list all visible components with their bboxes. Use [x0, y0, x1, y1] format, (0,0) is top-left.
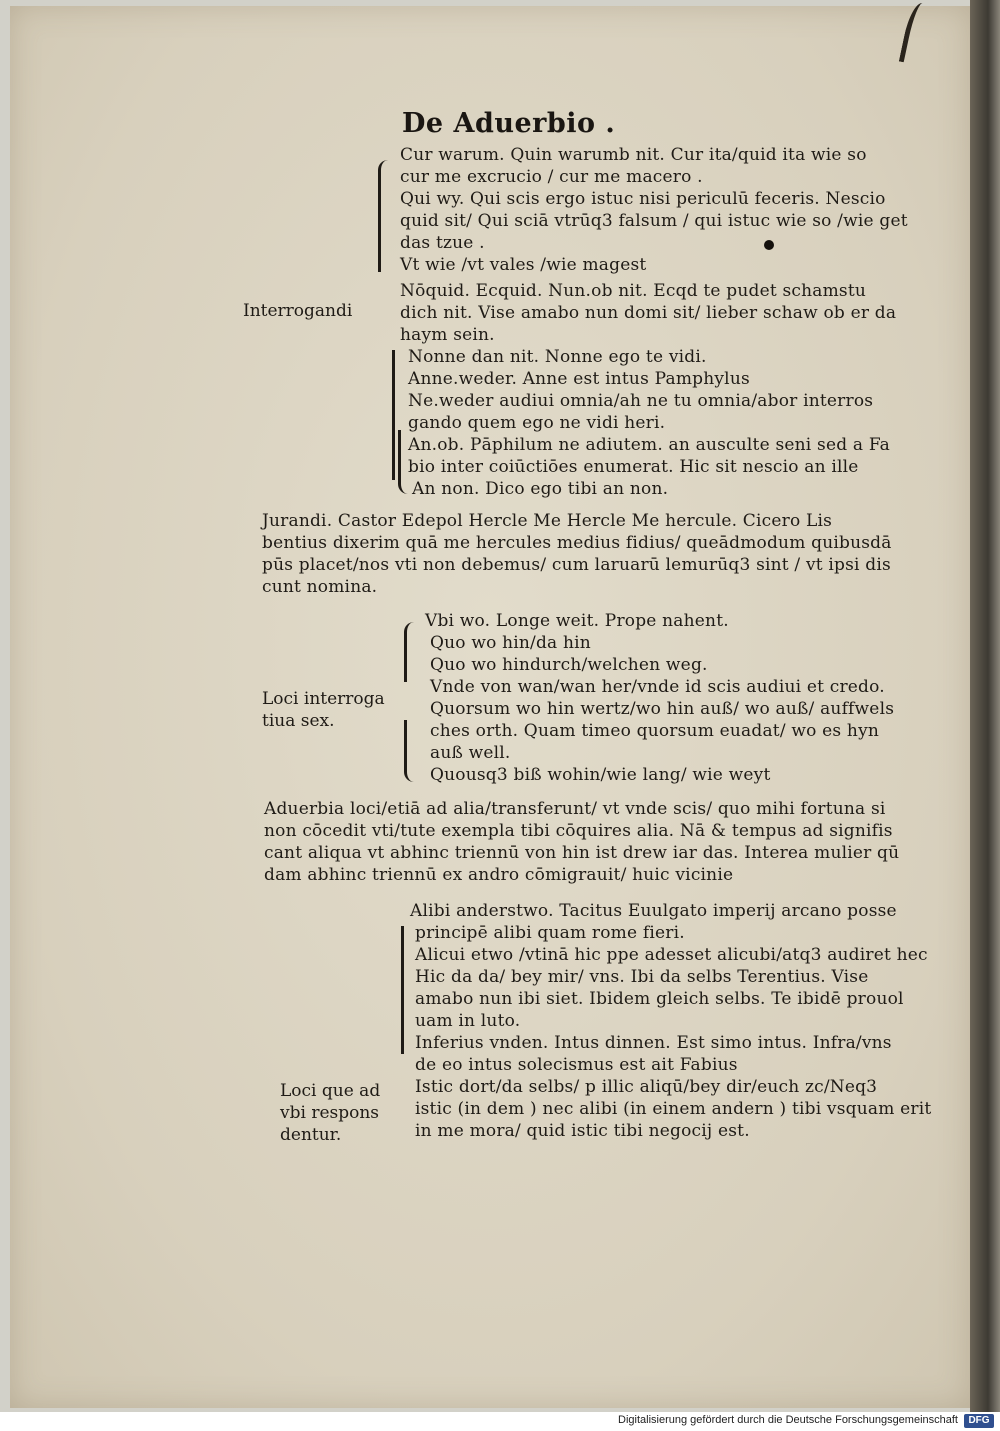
margin-note: Loci interroga	[262, 689, 385, 709]
page-heading: De Aduerbio .	[402, 108, 616, 139]
text-line: Anne.weder. Anne est intus Pamphylus	[408, 369, 750, 389]
funding-credit: Digitalisierung gefördert durch die Deutsche Forschungsgemeinschaft	[618, 1414, 958, 1426]
text-line: Vnde von wan/wan her/vnde id scis audiui et credo.	[430, 677, 885, 697]
text-line: auß well.	[430, 743, 511, 763]
text-line: Jurandi. Castor Edepol Hercle Me Hercle Me hercule. Cicero Lis	[262, 511, 833, 531]
text-line: gando quem ego ne vidi heri.	[408, 413, 666, 433]
text-line: das tzue .	[400, 233, 485, 253]
text-line: cant aliqua vt abhinc triennū von hin ist drew iar das. Interea mulier qū	[264, 843, 900, 863]
text-line: dam abhinc triennū ex andro cōmigrauit/ huic vicinie	[264, 865, 734, 885]
text-line: Alicui etwo /vtinā hic ppe adesset alicubi/atq3 audiret hec	[415, 945, 928, 965]
text-line: Aduerbia loci/etiā ad alia/transferunt/ vt vnde scis/ quo mihi fortuna si	[264, 799, 886, 819]
text-line: Hic da da/ bey mir/ vns. Ibi da selbs Terentius. Vise	[415, 967, 869, 987]
ink-spot	[764, 240, 774, 250]
text-line: An.ob. Pāphilum ne adiutem. an ausculte seni sed a Fa	[408, 435, 891, 455]
text-line: Quorsum wo hin wertz/wo hin auß/ wo auß/ auffwels	[430, 699, 895, 719]
margin-note: tiua sex.	[262, 711, 335, 731]
text-line: in me mora/ quid istic tibi negocij est.	[415, 1121, 750, 1141]
brace-mark	[404, 622, 419, 682]
binding-shadow	[970, 0, 1000, 1412]
text-line: Nōquid. Ecquid. Nun.ob nit. Ecqd te pudet schamstu	[400, 281, 867, 301]
margin-note: vbi respons	[280, 1103, 380, 1123]
margin-note: Interrogandi	[243, 301, 353, 321]
text-line: amabo nun ibi siet. Ibidem gleich selbs. Te ibidē prouol	[415, 989, 904, 1009]
text-line: Vbi wo. Longe weit. Prope nahent.	[425, 611, 729, 631]
text-line: quid sit/ Qui sciā vtrūq3 falsum / qui istuc wie so /wie get	[400, 211, 908, 231]
text-line: Alibi anderstwo. Tacitus Euulgato imperij arcano posse	[410, 901, 897, 921]
text-line: An non. Dico ego tibi an non.	[412, 479, 669, 499]
text-line: bentius dixerim quā me hercules medius fidius/ queādmodum quibusdā	[262, 533, 892, 553]
footer-bar	[0, 1412, 1000, 1431]
margin-note: dentur.	[280, 1125, 342, 1145]
text-line: Qui wy. Qui scis ergo istuc nisi periculū feceris. Nescio	[400, 189, 886, 209]
text-line: dich nit. Vise amabo nun domi sit/ lieber schaw ob er da	[400, 303, 897, 323]
text-line: Quousq3 biß wohin/wie lang/ wie weyt	[430, 765, 771, 785]
text-line: Istic dort/da selbs/ p illic aliqū/bey dir/euch zc/Neq3	[415, 1077, 878, 1097]
text-line: Vt wie /vt vales /wie magest	[400, 255, 647, 275]
text-line: de eo intus solecismus est ait Fabius	[415, 1055, 738, 1075]
brace-mark	[401, 926, 410, 1054]
margin-note: Loci que ad	[280, 1081, 381, 1101]
text-line: pūs placet/nos vti non debemus/ cum laruarū lemurūq3 sint / vt ipsi dis	[262, 555, 891, 575]
text-line: istic (in dem ) nec alibi (in einem andern ) tibi vsquam erit	[415, 1099, 932, 1119]
text-line: Quo wo hin/da hin	[430, 633, 591, 653]
text-line: cunt nomina.	[262, 577, 378, 597]
brace-mark	[378, 160, 389, 272]
text-line: bio inter coiūctiōes enumerat. Hic sit nescio an ille	[408, 457, 859, 477]
text-line: Quo wo hindurch/welchen weg.	[430, 655, 708, 675]
text-line: cur me excrucio / cur me macero .	[400, 167, 703, 187]
brace-mark	[404, 720, 419, 782]
brace-mark	[398, 430, 411, 494]
text-line: non cōcedit vti/tute exempla tibi cōquires alia. Nā & tempus ad signifis	[264, 821, 893, 841]
text-line: Ne.weder audiui omnia/ah ne tu omnia/abor interros	[408, 391, 874, 411]
text-line: Inferius vnden. Intus dinnen. Est simo intus. Infra/vns	[415, 1033, 892, 1053]
text-line: Nonne dan nit. Nonne ego te vidi.	[408, 347, 707, 367]
text-line: principē alibi quam rome fieri.	[415, 923, 685, 943]
text-line: haym sein.	[400, 325, 495, 345]
text-line: Cur warum. Quin warumb nit. Cur ita/quid ita wie so	[400, 145, 867, 165]
dfg-logo[interactable]: DFG	[964, 1414, 994, 1428]
text-line: ches orth. Quam timeo quorsum euadat/ wo es hyn	[430, 721, 880, 741]
text-line: uam in luto.	[415, 1011, 521, 1031]
